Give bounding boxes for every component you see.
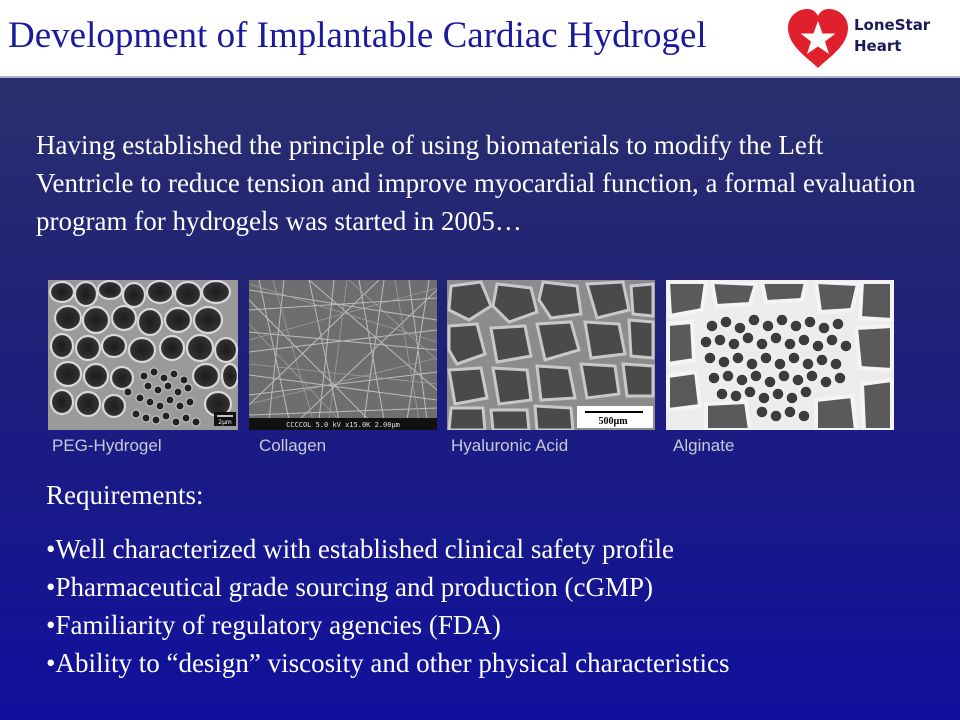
caption-alginate: Alginate bbox=[673, 436, 735, 455]
logo-line-2: Heart bbox=[854, 37, 902, 55]
slide-body bbox=[0, 78, 960, 720]
hyaluronic-scale-label: 500µm bbox=[598, 416, 628, 427]
caption-hyaluronic-acid: Hyaluronic Acid bbox=[451, 436, 569, 455]
peg-scale-label: 2µm bbox=[218, 419, 232, 426]
collagen-scale-label: CCCCOL 5.0 kV x15.0K 2.00µm bbox=[286, 421, 400, 429]
requirement-item: •Pharmaceutical grade sourcing and production (cGMP) bbox=[46, 572, 654, 602]
hyaluronic-acid-micrograph bbox=[447, 280, 655, 430]
requirement-item: •Ability to “design” viscosity and other physical characteristics bbox=[46, 648, 730, 678]
slide-header bbox=[0, 0, 960, 78]
peg-hydrogel-micrograph bbox=[48, 280, 238, 430]
heart-star-icon bbox=[786, 8, 850, 70]
requirements-list bbox=[46, 530, 730, 682]
logo-line-1: LoneStar bbox=[854, 16, 931, 34]
lonestar-heart-logo bbox=[786, 6, 956, 72]
requirement-item: •Familiarity of regulatory agencies (FDA) bbox=[46, 610, 501, 640]
requirement-item: •Well characterized with established clinical safety profile bbox=[46, 534, 675, 564]
requirements-heading: Requirements: bbox=[46, 480, 204, 510]
logo-wordmark bbox=[854, 15, 930, 57]
caption-collagen: Collagen bbox=[259, 436, 327, 455]
alginate-micrograph bbox=[666, 280, 894, 430]
slide-title: Development of Implantable Cardiac Hydrogel bbox=[8, 15, 707, 56]
caption-peg-hydrogel: PEG-Hydrogel bbox=[52, 436, 162, 455]
intro-paragraph: Having established the principle of using biomaterials to modify the Left Ventricle to reduce tension and improve myocardial function, a formal evaluation program for hydrogels was started in 2005… bbox=[36, 130, 916, 236]
collagen-micrograph bbox=[249, 280, 437, 430]
